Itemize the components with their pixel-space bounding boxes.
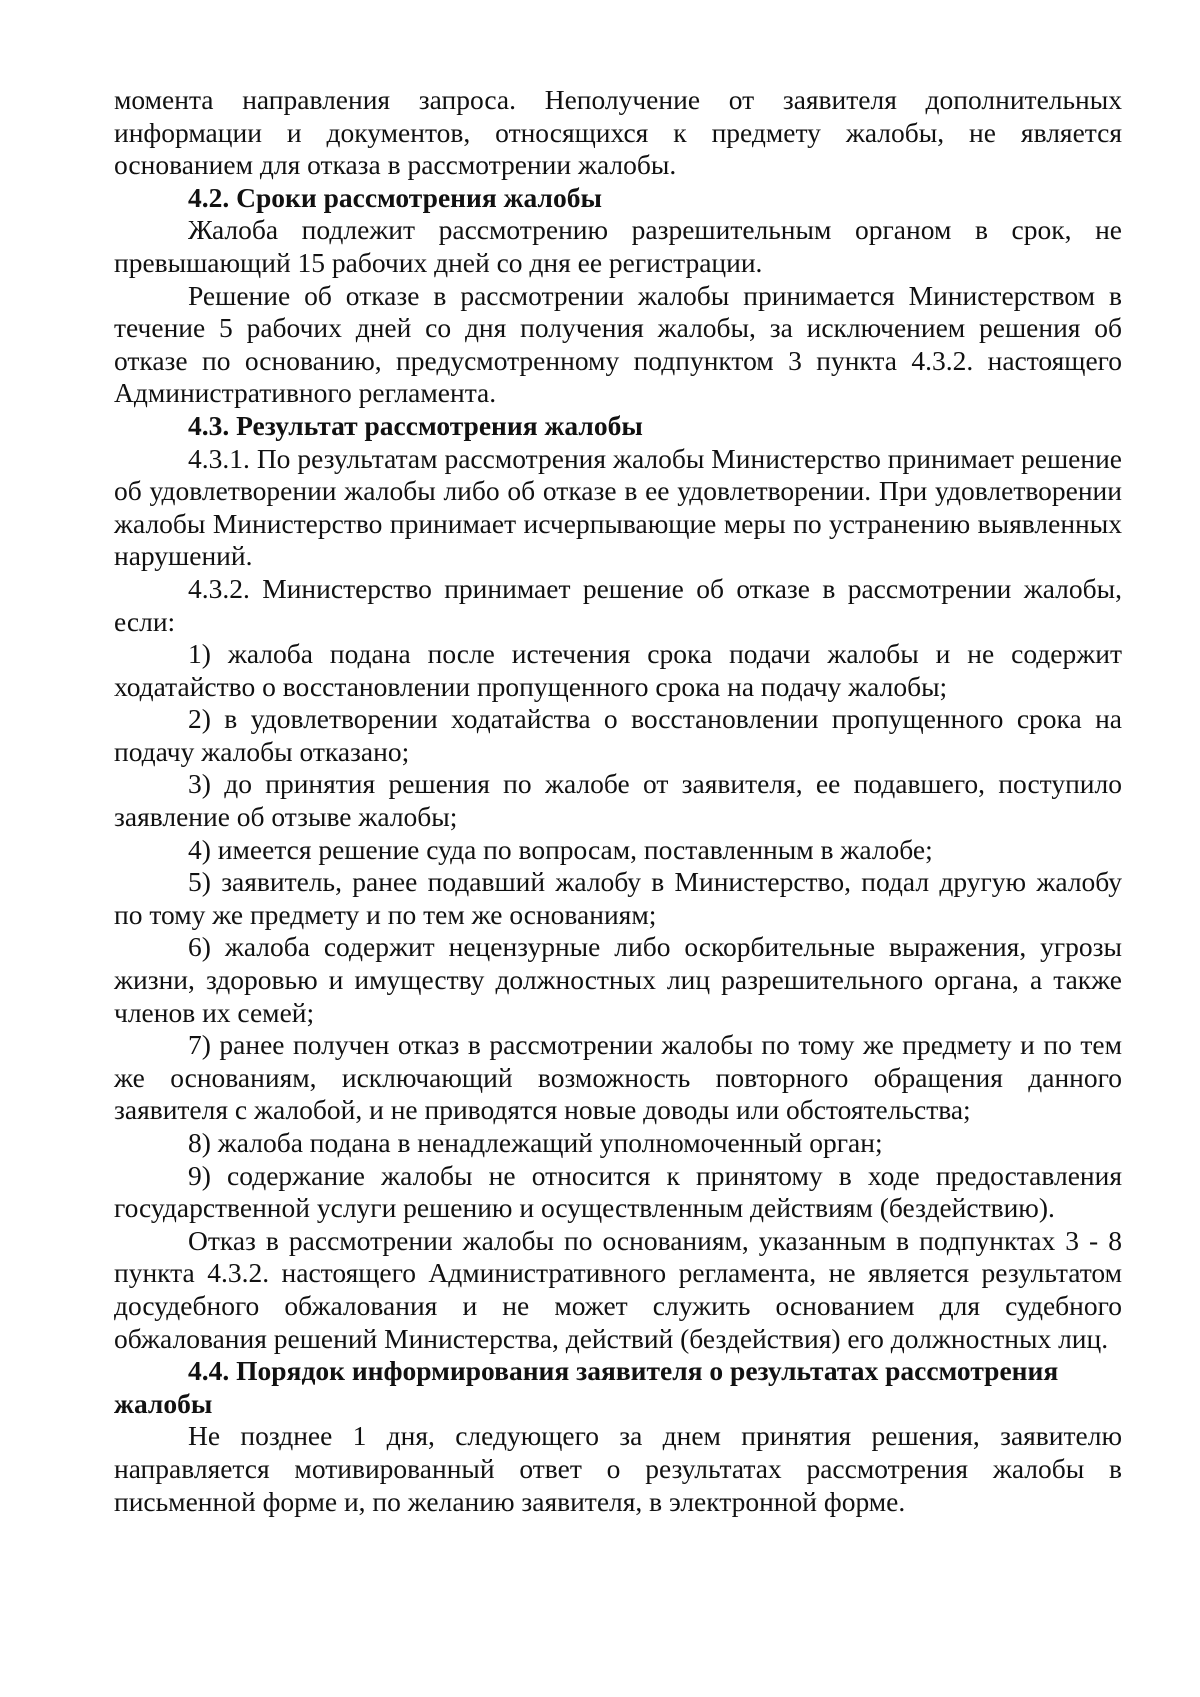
paragraph: момента направления запроса. Неполучение от заявителя дополнительных информации и документов, относящихся к предмету жалобы, не является основанием для отказа в рассмотрении жалобы. xyxy=(114,84,1122,181)
section-heading-4-4: 4.4. Порядок информирования заявителя о результатах рассмотрения жалобы xyxy=(114,1355,1059,1419)
paragraph: 4.3.1. По результатам рассмотрения жалобы Министерство принимает решение об удовлетворении жалобы либо об отказе в ее удовлетворении. При удовлетворении жалобы Министерство принимает исчерпывающие меры по устранению выявленных нарушений. xyxy=(114,442,1122,572)
list-item: 2) в удовлетворении ходатайства о восстановлении пропущенного срока на подачу жалобы отказано; xyxy=(114,703,1122,767)
paragraph: Жалоба подлежит рассмотрению разрешительным органом в срок, не превышающий 15 рабочих дней со дня ее регистрации. xyxy=(114,214,1122,278)
list-item: 1) жалоба подана после истечения срока подачи жалобы и не содержит ходатайство о восстановлении пропущенного срока на подачу жалобы; xyxy=(114,638,1122,702)
section-heading-4-3: 4.3. Результат рассмотрения жалобы xyxy=(188,409,643,441)
section-heading-4-2: 4.2. Сроки рассмотрения жалобы xyxy=(188,181,602,213)
list-item: 9) содержание жалобы не относится к принятому в ходе предоставления государственной услуги решению и осуществленным действиям (бездействию). xyxy=(114,1159,1122,1224)
document-page xyxy=(114,84,1122,1518)
paragraph: Отказ в рассмотрении жалобы по основаниям, указанным в подпунктах 3 - 8 пункта 4.3.2. настоящего Административного регламента, не является результатом досудебного обжалования и не может служить основанием для судебного обжалования решений Министерства, действий (бездействия) его должностных лиц. xyxy=(114,1224,1122,1354)
list-item: 3) до принятия решения по жалобе от заявителя, ее подавшего, поступило заявление об отзыве жалобы; xyxy=(114,768,1122,833)
list-item: 6) жалоба содержит нецензурные либо оскорбительные выражения, угрозы жизни, здоровью и имуществу должностных лиц разрешительного органа, а также членов их семей; xyxy=(114,931,1122,1028)
list-item: 5) заявитель, ранее подавший жалобу в Министерство, подал другую жалобу по тому же предмету и по тем же основаниям; xyxy=(114,866,1122,930)
list-item: 7) ранее получен отказ в рассмотрении жалобы по тому же предмету и по тем же основаниям, исключающий возможность повторного обращения данного заявителя с жалобой, и не приводятся новые доводы или обстоятельства; xyxy=(114,1029,1122,1126)
paragraph: Решение об отказе в рассмотрении жалобы принимается Министерством в течение 5 рабочих дней со дня получения жалобы, за исключением решения об отказе по основанию, предусмотренному подпунктом 3 пункта 4.3.2. настоящего Административного регламента. xyxy=(114,279,1122,409)
list-item: 8) жалоба подана в ненадлежащий уполномоченный орган; xyxy=(188,1127,883,1158)
paragraph: 4.3.2. Министерство принимает решение об отказе в рассмотрении жалобы, если: xyxy=(114,572,1122,637)
paragraph: Не позднее 1 дня, следующего за днем принятия решения, заявителю направляется мотивированный ответ о результатах рассмотрения жалобы в письменной форме и, по желанию заявителя, в электронной форме. xyxy=(114,1420,1122,1517)
list-item: 4) имеется решение суда по вопросам, поставленным в жалобе; xyxy=(188,833,933,865)
